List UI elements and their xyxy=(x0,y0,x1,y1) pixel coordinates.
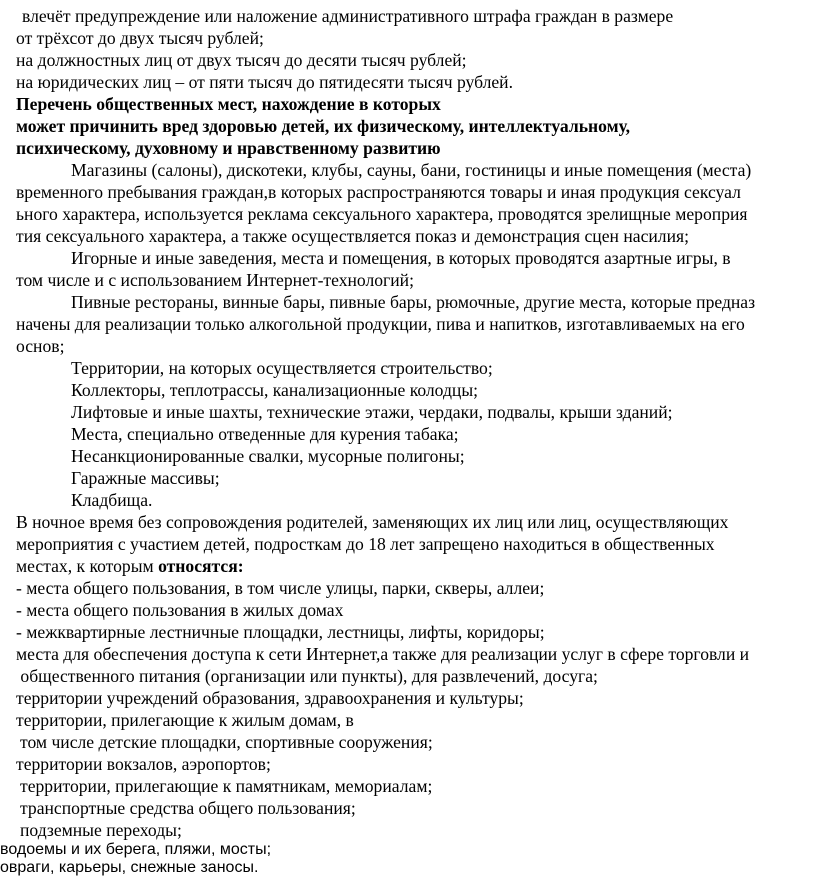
intro-line-2: от трёхсот до двух тысяч рублей; xyxy=(16,28,264,48)
list2-line: территории учреждений образования, здравоохранения и культуры; xyxy=(16,688,524,708)
list1-line: Лифтовые и иные шахты, технические этажи, чердаки, подвалы, крыши зданий; xyxy=(71,402,673,422)
list1-line: временного пребывания граждан,в которых распространяются товары и иная продукция сексуал xyxy=(16,182,741,202)
night-line-3-bold: относятся: xyxy=(158,556,244,576)
heading-line-1: Перечень общественных мест, нахождение в которых xyxy=(16,94,441,114)
list2-line: подземные переходы; xyxy=(20,820,182,840)
heading-line-2: может причинить вред здоровью детей, их физическому, интеллектуальному, xyxy=(16,116,631,136)
list1-line: Несанкционированные свалки, мусорные полигоны; xyxy=(71,446,465,466)
intro-line-4: на юридических лиц – от пяти тысяч до пятидесяти тысяч рублей. xyxy=(16,72,513,92)
list2-line: транспортные средства общего пользования; xyxy=(20,798,356,818)
list1-line: Территории, на которых осуществляется строительство; xyxy=(71,358,493,378)
list2-line: том числе детские площадки, спортивные сооружения; xyxy=(20,732,433,752)
list2-line: места для обеспечения доступа к сети Интернет,а также для реализации услуг в сфере торговли и xyxy=(16,644,750,664)
sans-line-1: водоемы и их берега, пляжи, мосты; xyxy=(0,841,272,858)
list1-line: основ; xyxy=(16,336,65,356)
night-line-3 xyxy=(16,555,244,577)
list2-line: - межквартирные лестничные площадки, лестницы, лифты, коридоры; xyxy=(16,622,545,642)
list2-line: - места общего пользования в жилых домах xyxy=(16,600,344,620)
list1-line: Пивные рестораны, винные бары, пивные бары, рюмочные, другие места, которые предназ xyxy=(71,292,756,312)
list1-line: начены для реализации только алкогольной продукции, пива и напитков, изготавливаемых на его xyxy=(16,314,745,334)
list2-line: территории, прилегающие к памятникам, мемориалам; xyxy=(20,776,433,796)
list1-line: Игорные и иные заведения, места и помещения, в которых проводятся азартные игры, в xyxy=(71,248,731,268)
list1-line: Коллекторы, теплотрассы, канализационные колодцы; xyxy=(71,380,479,400)
list2-line: общественного питания (организации или пункты), для развлечений, досуга; xyxy=(16,666,598,686)
list1-line: Магазины (салоны), дискотеки, клубы, сауны, бани, гостиницы и иные помещения (места) xyxy=(71,160,752,180)
list2-line: территории вокзалов, аэропортов; xyxy=(16,754,271,774)
list2-line: территории, прилегающие к жилым домам, в xyxy=(16,710,354,730)
list1-line: Гаражные массивы; xyxy=(71,468,220,488)
list2-line: - места общего пользования, в том числе улицы, парки, скверы, аллеи; xyxy=(16,578,545,598)
list1-line: Кладбища. xyxy=(71,490,153,510)
list1-line: том числе и с использованием Интернет-технологий; xyxy=(16,270,414,290)
list1-line: ьного характера, используется реклама сексуального характера, проводятся зрелищные мероприя xyxy=(16,204,748,224)
intro-line-3: на должностных лиц от двух тысяч до десяти тысяч рублей; xyxy=(16,50,467,70)
night-line-1: В ночное время без сопровождения родителей, заменяющих их лиц или лиц, осуществляющих xyxy=(16,512,729,532)
heading-line-3: психическому, духовному и нравственному развитию xyxy=(16,138,441,158)
sans-line-2: овраги, карьеры, снежные заносы. xyxy=(0,859,259,876)
night-line-2: мероприятия с участием детей, подросткам до 18 лет запрещено находиться в общественных xyxy=(16,534,715,554)
list1-line: Места, специально отведенные для курения табака; xyxy=(71,424,459,444)
list1-line: тия сексуального характера, а также осуществляется показ и демонстрация сцен насилия; xyxy=(16,226,689,246)
night-line-3-prefix: местах, к которым xyxy=(16,556,159,576)
intro-line-1: влечёт предупреждение или наложение административного штрафа граждан в размере xyxy=(22,6,674,26)
